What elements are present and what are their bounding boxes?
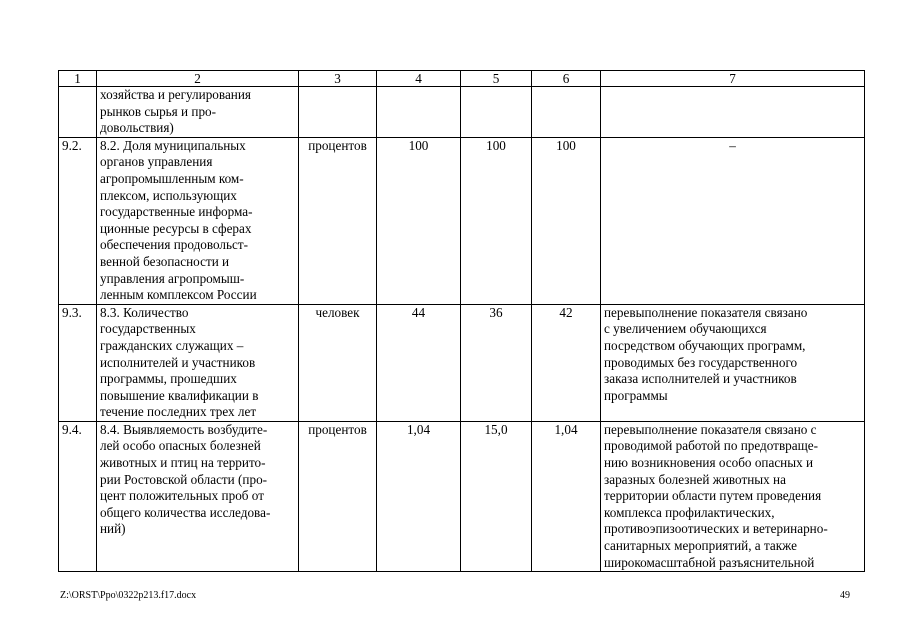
explanation: перевыполнение показателя связано с увеличением обучающихся посредством обучающих программ, проводимых без государственного заказа исполнителей и участников программы <box>601 304 865 421</box>
table-header-row <box>59 71 865 87</box>
table-row <box>59 87 865 138</box>
indicator-name: 8.3. Количество государственных гражданских служащих – исполнителей и участников программы, прошедших повышение квалификации в течение последних трех лет <box>97 304 299 421</box>
value-col4 <box>377 87 461 138</box>
row-number: 9.4. <box>59 421 97 571</box>
value-col6 <box>532 87 601 138</box>
value-col6: 1,04 <box>532 421 601 571</box>
row-number <box>59 87 97 138</box>
header-cell-2: 2 <box>97 71 299 87</box>
explanation <box>601 87 865 138</box>
table-row <box>59 304 865 421</box>
footer-file-path: Z:\ORST\Ppo\0322p213.f17.docx <box>60 590 197 601</box>
value-col4: 100 <box>377 137 461 304</box>
unit: человек <box>299 304 377 421</box>
header-cell-5: 5 <box>461 71 532 87</box>
unit: процентов <box>299 421 377 571</box>
header-cell-3: 3 <box>299 71 377 87</box>
value-col5: 36 <box>461 304 532 421</box>
header-cell-1: 1 <box>59 71 97 87</box>
unit <box>299 87 377 138</box>
header-cell-6: 6 <box>532 71 601 87</box>
row-number: 9.3. <box>59 304 97 421</box>
header-cell-7: 7 <box>601 71 865 87</box>
explanation: перевыполнение показателя связано с проводимой работой по предотвраще- нию возникновения особо опасных и заразных болезней животных на территории области путем проведения комплекса профилактических, противоэпизоотических и ветеринарно- санитарных мероприятий, а также широкомасштабной разъяснительной <box>601 421 865 571</box>
explanation: – <box>601 137 865 304</box>
table-row <box>59 137 865 304</box>
value-col5 <box>461 87 532 138</box>
value-col5: 100 <box>461 137 532 304</box>
value-col4: 44 <box>377 304 461 421</box>
value-col6: 100 <box>532 137 601 304</box>
indicator-table <box>58 70 865 572</box>
indicator-name: 8.4. Выявляемость возбудите- лей особо опасных болезней животных и птиц на террито- рии Ростовской области (про- цент положительных проб от общего количества исследова- ний) <box>97 421 299 571</box>
indicator-name: хозяйства и регулирования рынков сырья и про- довольствия) <box>97 87 299 138</box>
value-col6: 42 <box>532 304 601 421</box>
row-number: 9.2. <box>59 137 97 304</box>
value-col5: 15,0 <box>461 421 532 571</box>
table-row <box>59 421 865 571</box>
page-number: 49 <box>840 590 850 601</box>
unit: процентов <box>299 137 377 304</box>
indicator-name: 8.2. Доля муниципальных органов управления агропромышленным ком- плексом, использующих государственные информа- ционные ресурсы в сферах обеспечения продовольст- венной безопасности и управления агропромыш- ленным комплексом России <box>97 137 299 304</box>
value-col4: 1,04 <box>377 421 461 571</box>
header-cell-4: 4 <box>377 71 461 87</box>
